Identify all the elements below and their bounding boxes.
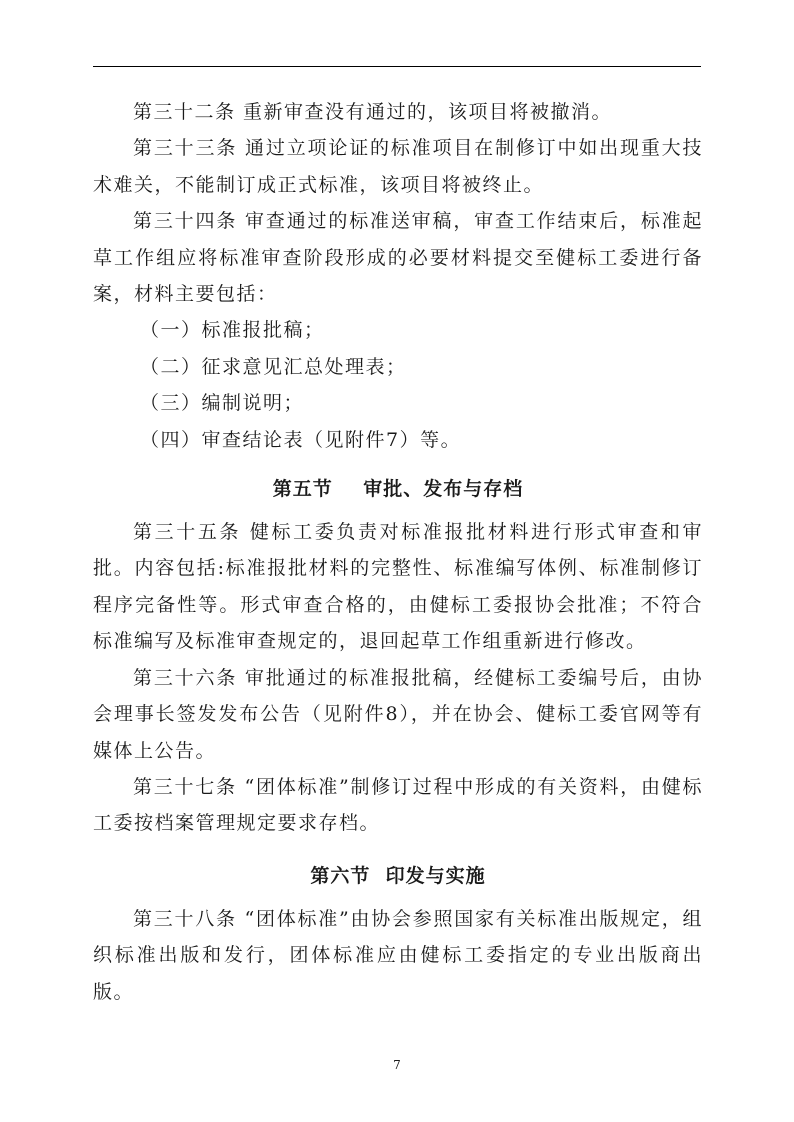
- page-number: 7: [393, 1058, 401, 1072]
- article-36: 第三十六条 审批通过的标准报批稿，经健标工委编号后，由协会理事长签发发布公告（见附件8），并在协会、健标工委官网等有媒体上公告。: [93, 666, 703, 762]
- article-33: 第三十三条 通过立项论证的标准项目在制修订中如出现重大技术难关，不能制订成正式标准，该项目将被终止。: [93, 137, 703, 196]
- article-32: 第三十二条 重新审查没有通过的，该项目将被撤消。: [133, 101, 613, 123]
- article-37: 第三十七条 “团体标准”制修订过程中形成的有关资料，由健标工委按档案管理规定要求存档。: [93, 775, 703, 835]
- document-body: [93, 94, 703, 1010]
- section-5-title: 第五节 审批、发布与存档: [272, 478, 524, 501]
- section-6-title: 第六节 印发与实施: [310, 864, 486, 887]
- article-38: 第三十八条 “团体标准”由协会参照国家有关标准出版规定，组织标准出版和发行，团体标准应由健标工委指定的专业出版商出版。: [93, 907, 703, 1003]
- list-item-4: （四）审查结论表（见附件7）等。: [140, 428, 462, 451]
- list-item-3: （三）编制说明；: [140, 392, 305, 415]
- header-rule: [93, 66, 701, 67]
- list-item-2: （二）征求意见汇总处理表；: [140, 355, 407, 378]
- article-35: 第三十五条 健标工委负责对标准报批材料进行形式审查和审批。内容包括:标准报批材料的完整性、标准编写体例、标准制修订程序完备性等。形式审查合格的，由健标工委报协会批准；不符合标准编写及标准审查规定的，退回起草工作组重新进行修改。: [93, 521, 703, 653]
- article-34: 第三十四条 审查通过的标准送审稿，审查工作结束后，标准起草工作组应将标准审查阶段形成的必要材料提交至健标工委进行备案，材料主要包括：: [93, 210, 703, 306]
- list-item-1: （一）标准报批稿；: [140, 319, 325, 342]
